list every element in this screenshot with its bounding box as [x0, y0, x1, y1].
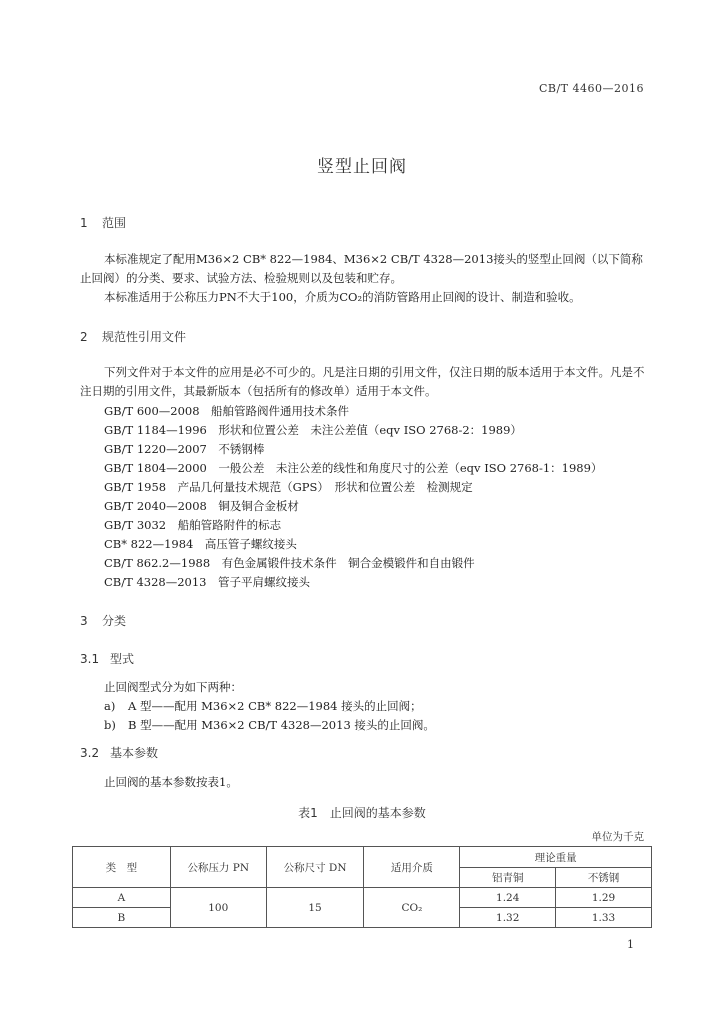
reference-item: GB/T 1958 产品几何量技术规范（GPS） 形状和位置公差 检测规定	[104, 480, 473, 494]
section-number: 3.2	[80, 746, 100, 760]
section-2-intro: 下列文件对于本文件的应用是必不可少的。凡是注日期的引用文件，仅注日期的版本适用于本文件。凡是不注日期的引用文件，其最新版本（包括所有的修改单）适用于本文件。	[80, 365, 645, 398]
section-3-2-intro: 止回阀的基本参数按表1。	[104, 775, 238, 789]
reference-item: GB/T 3032 船舶管路附件的标志	[104, 518, 282, 532]
cell-bronze: 1.24	[460, 888, 556, 908]
standard-code: CB/T 4460—2016	[538, 82, 644, 95]
section-1-heading	[80, 214, 126, 231]
section-title: 基本参数	[110, 746, 159, 760]
section-3-1-intro: 止回阀型式分为如下两种：	[104, 680, 242, 694]
section-2-heading	[80, 328, 186, 345]
table-unit: 单位为千克	[591, 831, 644, 843]
cell-type: A	[73, 888, 171, 908]
page-number: 1	[627, 938, 634, 951]
section-3-heading	[80, 612, 126, 629]
section-1-paragraph-2: 本标准适用于公称压力PN不大于100，介质为CO₂的消防管路用止回阀的设计、制造和验收。	[104, 290, 581, 304]
header-weight: 理论重量	[460, 847, 652, 868]
header-bronze: 铝青铜	[460, 868, 556, 888]
section-number: 3	[80, 614, 88, 628]
header-size: 公称尺寸 DN	[266, 847, 364, 888]
table-row	[73, 888, 652, 908]
reference-item: CB/T 862.2—1988 有色金属锻件技术条件 铜合金模锻件和自由锻件	[104, 556, 475, 570]
reference-item: GB/T 1804—2000 一般公差 未注公差的线性和角度尺寸的公差（eqv ISO 2768-1：1989）	[104, 461, 603, 475]
cell-steel: 1.29	[556, 888, 652, 908]
table-caption: 表1 止回阀的基本参数	[298, 806, 426, 820]
reference-item: GB/T 1184—1996 形状和位置公差 未注公差值（eqv ISO 2768-2：1989）	[104, 423, 522, 437]
section-number: 1	[80, 216, 88, 230]
cell-medium: CO₂	[364, 888, 460, 928]
section-title: 规范性引用文件	[102, 330, 187, 344]
list-marker: a)	[104, 699, 116, 713]
list-marker: b)	[104, 718, 116, 732]
reference-item: GB/T 2040—2008 铜及铜合金板材	[104, 499, 299, 513]
document-title: 竖型止回阀	[317, 157, 407, 177]
reference-item: CB* 822—1984 高压管子螺纹接头	[104, 537, 297, 551]
parameters-table	[72, 846, 652, 928]
table-header-row	[73, 847, 652, 868]
header-type: 类 型	[73, 847, 171, 888]
type-list-item	[104, 716, 435, 735]
section-title: 分类	[102, 614, 127, 628]
type-list-item	[104, 697, 422, 716]
reference-item: GB/T 1220—2007 不锈钢棒	[104, 442, 265, 456]
header-medium: 适用介质	[364, 847, 460, 888]
header-steel: 不锈钢	[556, 868, 652, 888]
cell-type: B	[73, 908, 171, 928]
list-item-text: A 型——配用 M36×2 CB* 822—1984 接头的止回阀；	[128, 699, 422, 713]
section-3-1-heading	[80, 650, 134, 667]
header-pressure: 公称压力 PN	[170, 847, 266, 888]
list-item-text: B 型——配用 M36×2 CB/T 4328—2013 接头的止回阀。	[128, 718, 435, 732]
cell-bronze: 1.32	[460, 908, 556, 928]
section-title: 范围	[102, 216, 127, 230]
section-number: 2	[80, 330, 88, 344]
section-3-2-heading	[80, 744, 158, 761]
cell-size: 15	[266, 888, 364, 928]
section-title: 型式	[110, 652, 135, 666]
reference-item: CB/T 4328—2013 管子平肩螺纹接头	[104, 575, 310, 589]
cell-steel: 1.33	[556, 908, 652, 928]
reference-item: GB/T 600—2008 船舶管路阀件通用技术条件	[104, 404, 350, 418]
section-number: 3.1	[80, 652, 100, 666]
cell-pressure: 100	[170, 888, 266, 928]
section-1-paragraph-1: 本标准规定了配用M36×2 CB* 822—1984、M36×2 CB/T 4328—2013接头的竖型止回阀（以下简称止回阀）的分类、要求、试验方法、检验规则以及包装和贮存。	[80, 252, 643, 285]
